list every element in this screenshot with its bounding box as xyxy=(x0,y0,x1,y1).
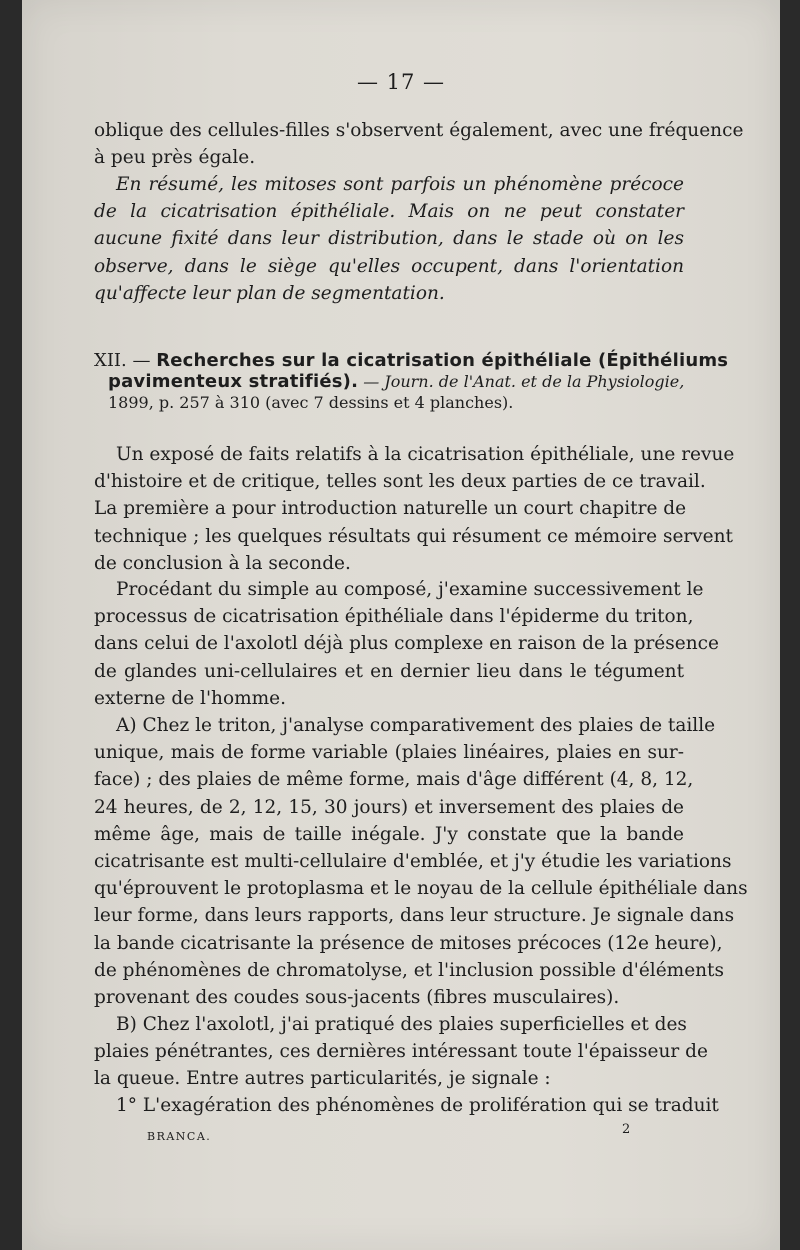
paragraph-axolotl xyxy=(94,1011,708,1093)
text-line: A) Chez le triton, j'analyse comparativement des plaies de taille xyxy=(116,715,716,736)
text-line: à peu près égale. xyxy=(94,147,256,169)
text-line: oblique des cellules-filles s'observent également, avec une fréquence xyxy=(94,120,744,141)
text-line: cicatrisante est multi-cellulaire d'emblée, et j'y étudie les variations xyxy=(94,851,732,873)
footer-sheet-number: 2 xyxy=(622,1122,631,1137)
text-line: la queue. Entre autres particularités, je signale : xyxy=(94,1068,551,1090)
text-line: observe, dans le siège qu'elles occupent, dans l'orientation xyxy=(94,255,684,277)
text-line: aucune fixité dans leur distribution, dans le stade où on les xyxy=(94,228,684,250)
text-line: qu'éprouvent le protoplasma et le noyau de la cellule épithéliale dans xyxy=(94,878,748,900)
text-line: leur forme, dans leurs rapports, dans leur structure. Je signale dans xyxy=(94,905,735,927)
paragraph-method xyxy=(94,576,719,712)
text-line: B) Chez l'axolotl, j'ai pratiqué des plaies superficielles et des xyxy=(116,1014,687,1035)
text-line: technique ; les quelques résultats qui résument ce mémoire servent xyxy=(94,525,733,547)
intro-paragraph xyxy=(94,117,744,171)
text-line: processus de cicatrisation épithéliale dans l'épiderme du triton, xyxy=(94,606,694,628)
text-line: d'histoire et de critique, telles sont les deux parties de ce travail. xyxy=(94,471,706,493)
section-title-continued: pavimenteux stratifiés). xyxy=(108,371,359,392)
text-line: la bande cicatrisante la présence de mitoses précoces (12e heure), xyxy=(94,932,723,954)
text-line: 24 heures, de 2, 12, 15, 30 jours) et inversement des plaies de xyxy=(94,796,684,818)
text-line: unique, mais de forme variable (plaies linéaires, plaies en sur- xyxy=(94,742,684,764)
summary-paragraph xyxy=(94,171,684,307)
text-line: En résumé, les mitoses sont parfois un phénomène précoce xyxy=(116,174,684,195)
text-line: de phénomènes de chromatolyse, et l'inclusion possible d'éléments xyxy=(94,959,724,981)
paragraph-point-one xyxy=(94,1092,719,1119)
paragraph-triton xyxy=(94,712,748,1011)
journal-reference: — Journ. de l'Anat. et de la Physiologie, xyxy=(358,372,685,391)
text-line: qu'affecte leur plan de segmentation. xyxy=(94,282,445,304)
text-line: face) ; des plaies de même forme, mais d'âge différent (4, 8, 12, xyxy=(94,769,694,791)
section-title: Recherches sur la cicatrisation épithéliale (Épithéliums xyxy=(156,350,729,371)
text-line: plaies pénétrantes, ces dernières intéressant toute l'épaisseur de xyxy=(94,1041,708,1063)
footer-signature: BRANCA. xyxy=(147,1130,212,1143)
text-line: 1° L'exagération des phénomènes de prolifération qui se traduit xyxy=(116,1095,719,1116)
text-line: provenant des coudes sous-jacents (fibres musculaires). xyxy=(94,987,620,1009)
text-line: dans celui de l'axolotl déjà plus complexe en raison de la présence xyxy=(94,633,719,655)
text-line: même âge, mais de taille inégale. J'y constate que la bande xyxy=(94,823,684,845)
text-line: Un exposé de faits relatifs à la cicatrisation épithéliale, une revue xyxy=(116,444,735,465)
text-line: de conclusion à la seconde. xyxy=(94,552,351,574)
publication-details: 1899, p. 257 à 310 (avec 7 dessins et 4 planches). xyxy=(108,393,514,412)
text-line: La première a pour introduction naturelle un court chapitre de xyxy=(94,498,687,520)
text-line: de la cicatrisation épithéliale. Mais on ne peut constater xyxy=(94,201,684,223)
text-line: externe de l'homme. xyxy=(94,687,286,709)
section-number: XII. — xyxy=(94,350,157,371)
book-page xyxy=(22,0,780,1250)
page-number: — 17 — xyxy=(356,70,446,94)
section-heading xyxy=(94,350,729,413)
paragraph-overview xyxy=(94,441,735,577)
text-line: de glandes uni-cellulaires et en dernier lieu dans le tégument xyxy=(94,660,684,682)
text-line: Procédant du simple au composé, j'examine successivement le xyxy=(116,579,704,600)
